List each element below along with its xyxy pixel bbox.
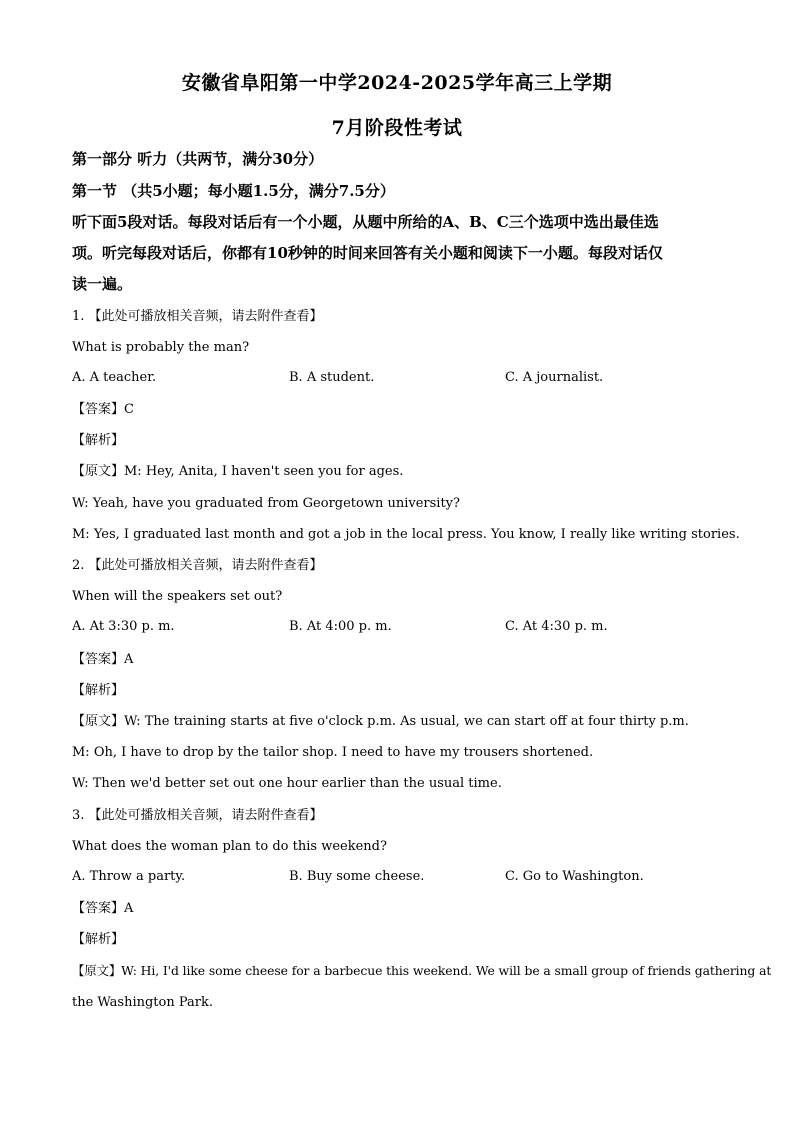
question-1-option-a: A. A teacher. <box>72 370 157 385</box>
question-2-analysis-label: 【解析】 <box>72 683 125 698</box>
question-1-transcript-line: W: Yeah, have you graduated from Georgetown university? <box>72 496 461 511</box>
question-3-answer: 【答案】A <box>72 901 134 916</box>
question-1-transcript-line: 【原文】M: Hey, Anita, I haven't seen you for ages. <box>72 464 404 479</box>
question-2-transcript-line: 【原文】W: The training starts at five o'clock p.m. As usual, we can start off at four thirty p.m. <box>72 714 689 729</box>
instruction-line-2: 项。听完每段对话后，你都有10秒钟的时间来回答有关小题和阅读下一小题。每段对话仅 <box>72 244 663 262</box>
question-1-option-b: B. A student. <box>289 370 375 385</box>
question-1-option-c: C. A journalist. <box>505 370 604 385</box>
section-heading: 第一节 （共5小题；每小题1.5分，满分7.5分） <box>72 182 395 200</box>
question-3-header: 3. 【此处可播放相关音频，请去附件查看】 <box>72 808 323 823</box>
question-2-option-b: B. At 4:00 p. m. <box>289 619 392 634</box>
question-1-answer: 【答案】C <box>72 402 134 417</box>
question-2-option-c: C. At 4:30 p. m. <box>505 619 608 634</box>
question-2-answer: 【答案】A <box>72 652 134 667</box>
question-1-transcript-line: M: Yes, I graduated last month and got a job in the local press. You know, I really like writing stories. <box>72 527 740 542</box>
question-3-option-b: B. Buy some cheese. <box>289 869 425 884</box>
part-heading: 第一部分 听力（共两节，满分30分） <box>72 150 324 168</box>
question-2-transcript-line: W: Then we'd better set out one hour earlier than the usual time. <box>72 776 502 791</box>
question-2-stem: When will the speakers set out? <box>72 589 283 604</box>
question-2-transcript-line: M: Oh, I have to drop by the tailor shop. I need to have my trousers shortened. <box>72 745 594 760</box>
instruction-line-3: 读一遍。 <box>72 275 133 293</box>
question-1-header: 1. 【此处可播放相关音频，请去附件查看】 <box>72 309 323 324</box>
question-3-analysis-label: 【解析】 <box>72 932 125 947</box>
question-3-option-c: C. Go to Washington. <box>505 869 644 884</box>
question-1-analysis-label: 【解析】 <box>72 433 125 448</box>
question-3-stem: What does the woman plan to do this weekend? <box>72 839 387 854</box>
question-2-header: 2. 【此处可播放相关音频，请去附件查看】 <box>72 558 323 573</box>
instruction-line-1: 听下面5段对话。每段对话后有一个小题，从题中所给的A、B、C三个选项中选出最佳选 <box>72 213 659 231</box>
exam-title: 安徽省阜阳第一中学2024-2025学年高三上学期 <box>181 72 613 94</box>
question-2-option-a: A. At 3:30 p. m. <box>72 619 175 634</box>
question-1-stem: What is probably the man? <box>72 340 250 355</box>
question-3-transcript-line: the Washington Park. <box>72 995 213 1010</box>
question-3-transcript-line: 【原文】W: Hi, I'd like some cheese for a barbecue this weekend. We will be a small group of friends gathering at <box>72 963 772 978</box>
exam-subtitle: 7月阶段性考试 <box>331 117 463 139</box>
question-3-option-a: A. Throw a party. <box>72 869 186 884</box>
